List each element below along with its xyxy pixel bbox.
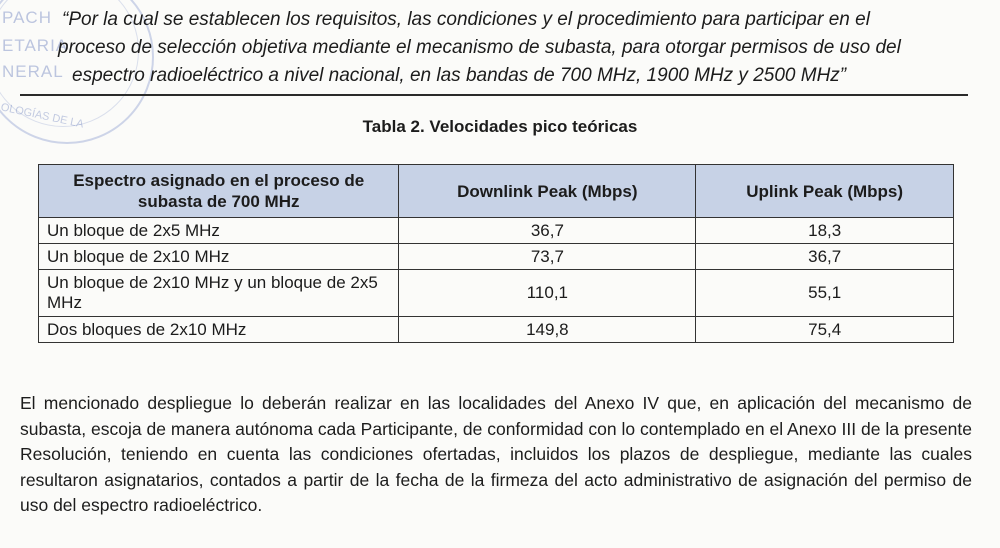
header-line-3: espectro radioeléctrico a nivel nacional, en las bandas de 700 MHz, 1900 MHz y 2500 MHz”	[72, 65, 847, 86]
table-row	[39, 244, 954, 270]
header-uplink: Uplink Peak (Mbps)	[696, 165, 954, 218]
cell-spectrum: Un bloque de 2x5 MHz	[39, 218, 399, 244]
header-divider	[20, 94, 968, 96]
cell-uplink: 36,7	[696, 244, 954, 270]
cell-downlink: 73,7	[399, 244, 696, 270]
cell-uplink: 18,3	[696, 218, 954, 244]
header-downlink: Downlink Peak (Mbps)	[399, 165, 696, 218]
header-line-1: “Por la cual se establecen los requisitos, las condiciones y el procedimiento para participar en el	[62, 9, 870, 30]
table-row	[39, 218, 954, 244]
cell-downlink: 149,8	[399, 317, 696, 343]
cell-downlink: 110,1	[399, 270, 696, 317]
stamp-text-1: PACH	[2, 8, 52, 27]
cell-uplink: 75,4	[696, 317, 954, 343]
cell-spectrum: Un bloque de 2x10 MHz	[39, 244, 399, 270]
table-row	[39, 270, 954, 317]
resolution-header	[58, 6, 958, 90]
body-paragraph: El mencionado despliegue lo deberán realizar en las localidades del Anexo IV que, en aplicación del mecanismo de subasta, escoja de manera autónoma cada Participante, de conformidad con lo contemplado en el Anexo III de la presente Resolución, teniendo en cuenta las condiciones ofertadas, incluidos los plazos de despliegue, mediante las cuales resultaron asignatarios, contados a partir de la fecha de la firmeza del acto administrativo de asignación del permiso de uso del espectro radioeléctrico.	[20, 393, 972, 515]
table-row	[39, 317, 954, 343]
header-spectrum: Espectro asignado en el proceso de subasta de 700 MHz	[39, 165, 399, 218]
stamp-text-3: NERAL	[2, 62, 64, 81]
header-line-2: proceso de selección objetiva mediante el mecanismo de subasta, para otorgar permisos de uso del	[58, 37, 901, 58]
cell-spectrum: Un bloque de 2x10 MHz y un bloque de 2x5 MHz	[39, 270, 399, 317]
cell-uplink: 55,1	[696, 270, 954, 317]
table-header-row	[39, 165, 954, 218]
cell-downlink: 36,7	[399, 218, 696, 244]
stamp-text-2: ETARIA	[2, 36, 69, 55]
stamp-arc-text: OLOGÍAS DE LA	[0, 101, 85, 131]
speeds-table	[38, 164, 954, 343]
cell-spectrum: Dos bloques de 2x10 MHz	[39, 317, 399, 343]
table-caption: Tabla 2. Velocidades pico teóricas	[362, 117, 638, 136]
